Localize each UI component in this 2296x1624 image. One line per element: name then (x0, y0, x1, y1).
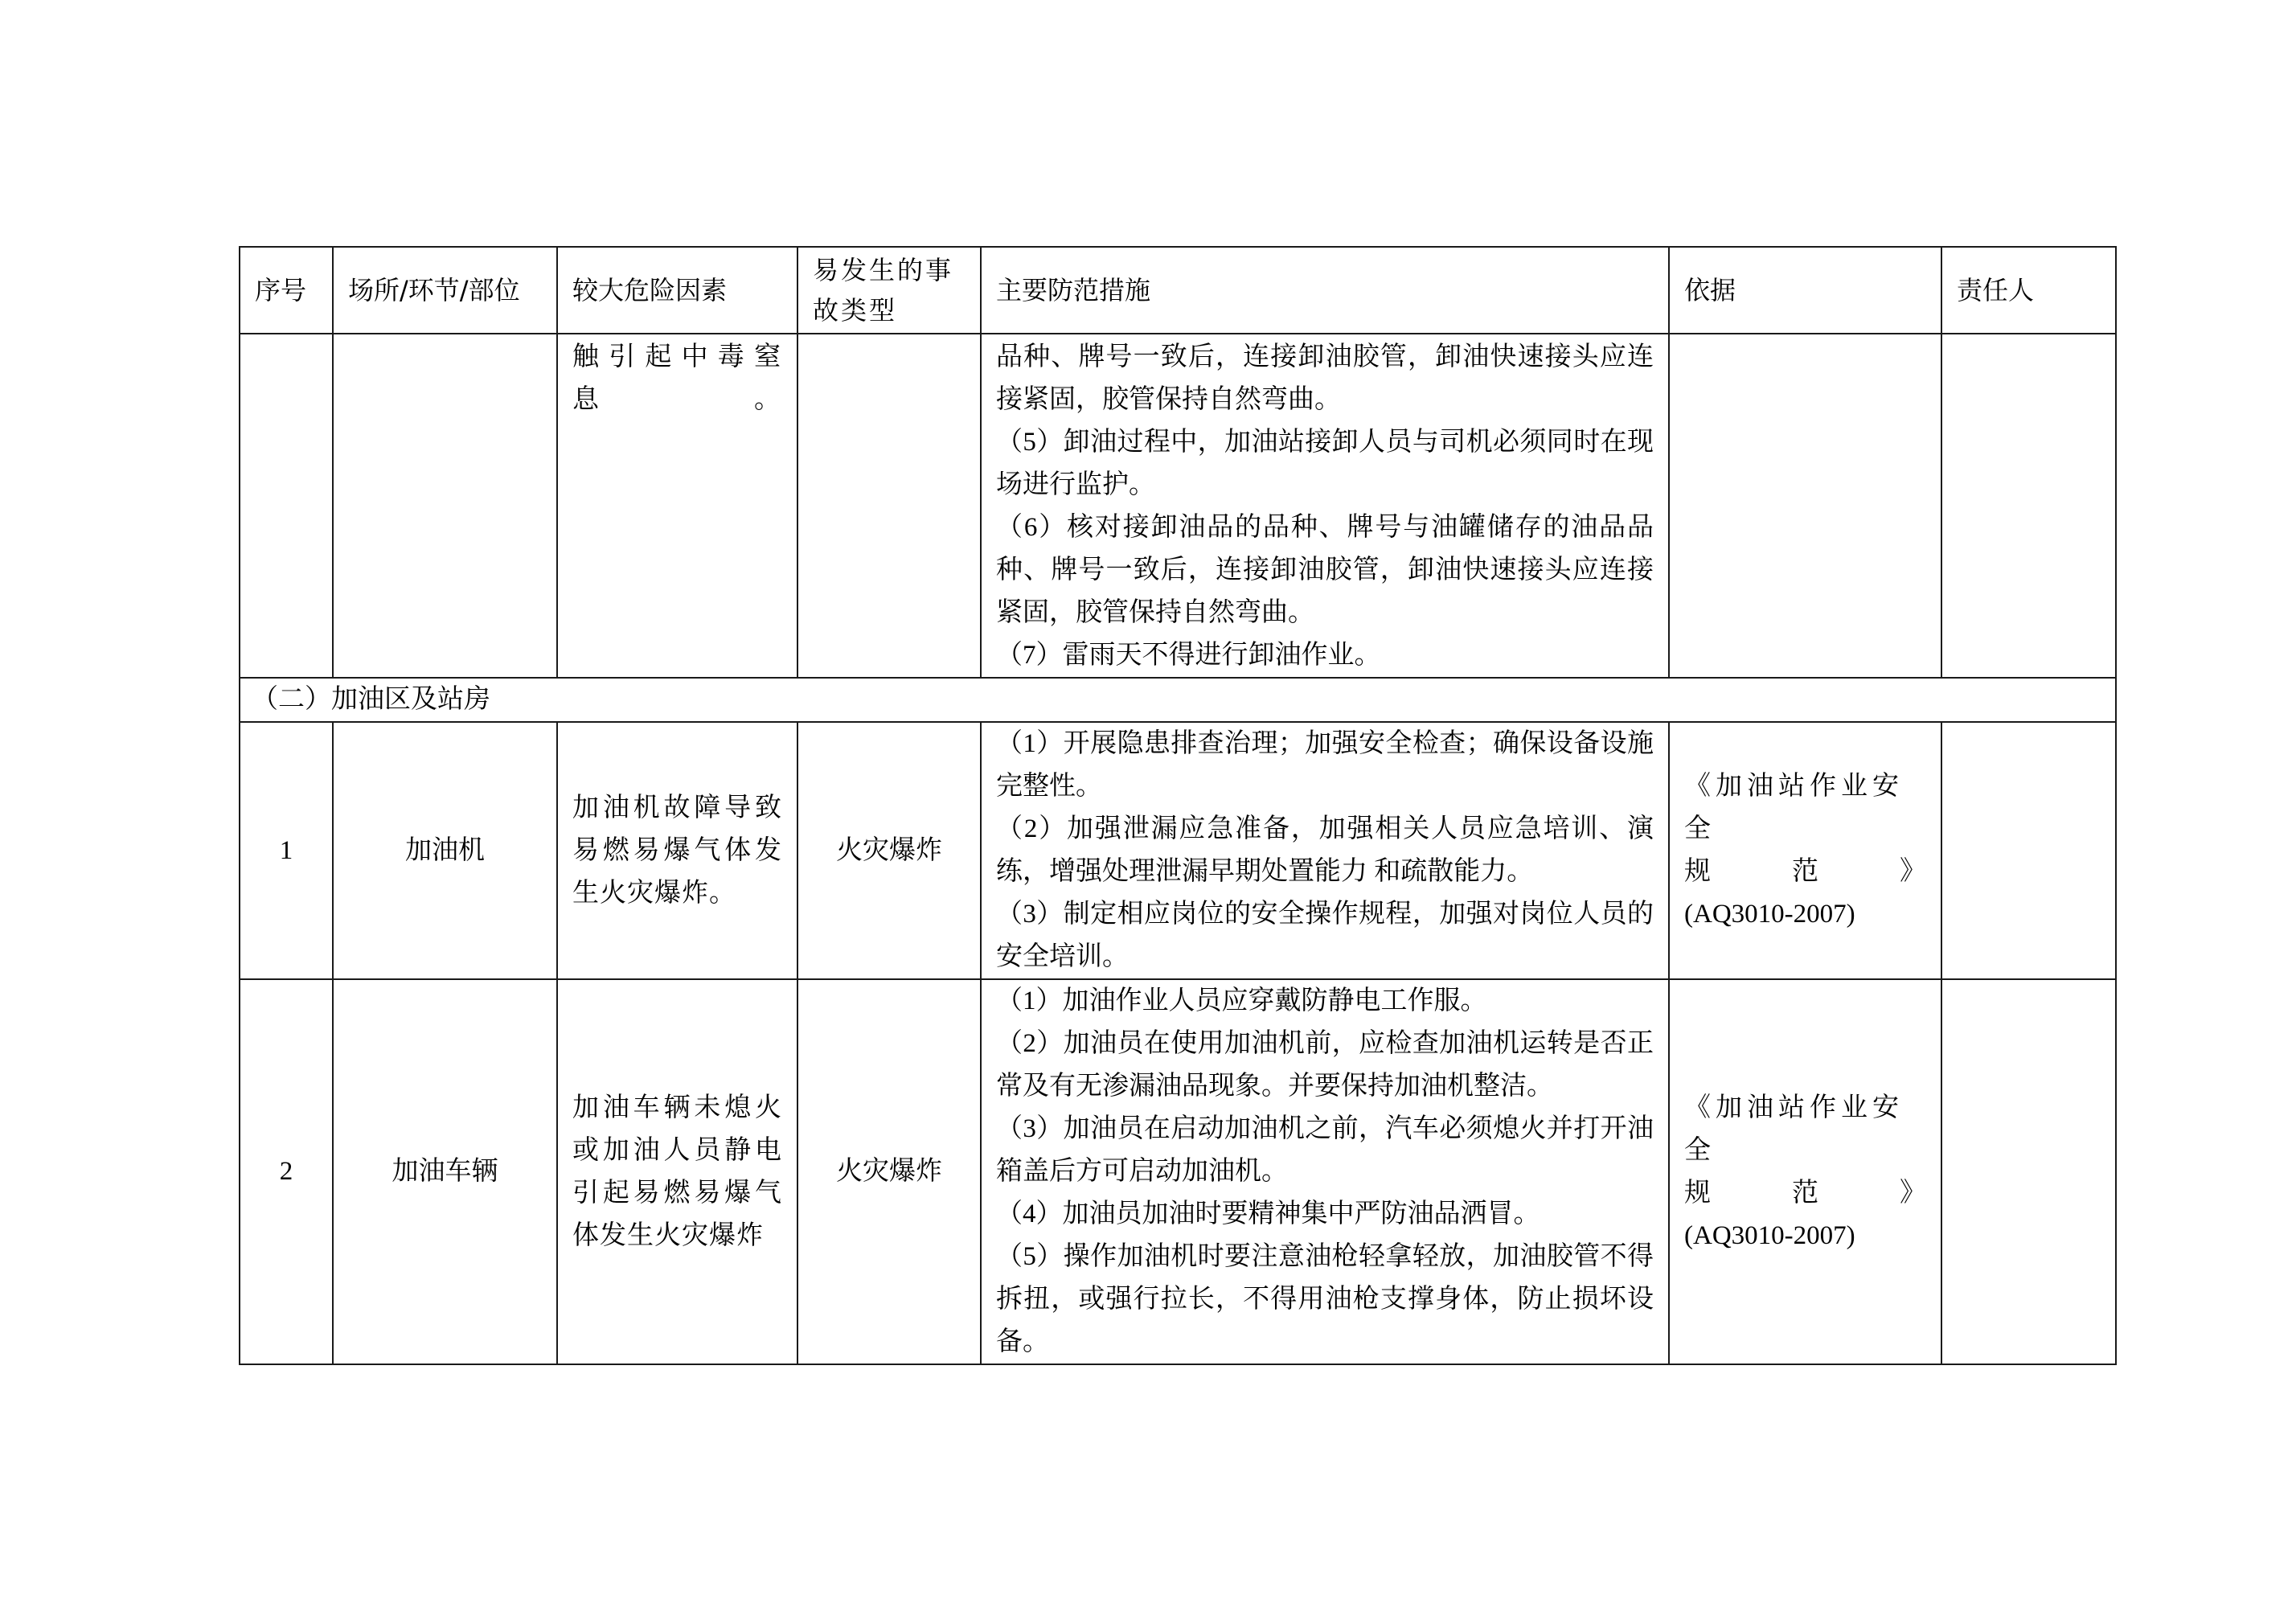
table-row (240, 722, 2116, 979)
cell-location (333, 334, 557, 678)
cell-no: 1 (240, 722, 333, 979)
cell-basis (1669, 979, 1941, 1364)
cell-measures (981, 334, 1669, 678)
hazard-control-table (239, 246, 2117, 1365)
cell-basis (1669, 334, 1941, 678)
cell-hazard (557, 334, 797, 678)
column-header-basis: 依据 (1669, 247, 1941, 334)
section-row (240, 678, 2116, 722)
cell-basis (1669, 722, 1941, 979)
measure-item: （2）加油员在使用加油机前，应检查加油机运转是否正常及有无渗漏油品现象。并要保持加油机整洁。 (996, 1029, 1654, 1101)
section-title: （二）加油区及站房 (240, 678, 2116, 722)
table-row (240, 979, 2116, 1364)
measure-item: （5）操作加油机时要注意油枪轻拿轻放，加油胶管不得拆扭，或强行拉长，不得用油枪支撑身体，防止损坏设备。 (996, 1242, 1654, 1356)
measure-item: （4）加油员加油时要精神集中严防油品洒冒。 (996, 1200, 1540, 1228)
cell-responsible (1941, 334, 2116, 678)
basis-title-line2: 规 范 》 (1684, 857, 1926, 886)
cell-measures (981, 979, 1669, 1364)
table-row-continued (240, 334, 2116, 678)
measure-item: （7）雷雨天不得进行卸油作业。 (996, 641, 1381, 670)
measure-item: （3）加油员在启动加油机之前，汽车必须熄火并打开油箱盖后方可启动加油机。 (996, 1114, 1654, 1186)
measure-item: （1）加油作业人员应穿戴防静电工作服。 (996, 986, 1487, 1015)
cell-measures (981, 722, 1669, 979)
measure-item: （6）核对接卸油品的品种、牌号与油罐储存的油品品种、牌号一致后，连接卸油胶管，卸油快速接头应连接紧固，胶管保持自然弯曲。 (996, 513, 1654, 627)
column-header-responsible: 责任人 (1941, 247, 2116, 334)
column-header-hazard: 较大危险因素 (557, 247, 797, 334)
cell-no: 2 (240, 979, 333, 1364)
basis-title-line1: 《加油站作业安全 (1684, 772, 1904, 843)
cell-location: 加油车辆 (333, 979, 557, 1364)
measure-item: （1）开展隐患排查治理；加强安全检查；确保设备设施完整性。 (996, 729, 1654, 801)
cell-hazard: 加油车辆未熄火或加油人员静电引起易燃易爆气体发生火灾爆炸 (557, 979, 797, 1364)
column-header-location: 场所/环节/部位 (333, 247, 557, 334)
table-header-row (240, 247, 2116, 334)
measure-item: （2）加强泄漏应急准备，加强相关人员应急培训、演练，增强处理泄漏早期处置能力 和疏散能力。 (996, 814, 1654, 886)
column-header-no: 序号 (240, 247, 333, 334)
cell-no (240, 334, 333, 678)
measure-item: （5）卸油过程中，加油站接卸人员与司机必须同时在现场进行监护。 (996, 428, 1654, 499)
basis-title-line2: 规 范 》 (1684, 1178, 1926, 1208)
cell-responsible (1941, 722, 2116, 979)
cell-accident-type (797, 334, 981, 678)
cell-location: 加油机 (333, 722, 557, 979)
basis-code: (AQ3010-2007) (1684, 900, 1855, 929)
column-header-measures: 主要防范措施 (981, 247, 1669, 334)
cell-accident-type: 火灾爆炸 (797, 979, 981, 1364)
basis-title-line1: 《加油站作业安全 (1684, 1093, 1904, 1165)
column-header-accident-type: 易发生的事故类型 (797, 247, 981, 334)
hazard-text: 触引起中毒窒息。 (572, 342, 782, 414)
cell-hazard: 加油机故障导致易燃易爆气体发生火灾爆炸。 (557, 722, 797, 979)
measure-item: （3）制定相应岗位的安全操作规程，加强对岗位人员的安全培训。 (996, 900, 1654, 971)
measure-item: 品种、牌号一致后，连接卸油胶管，卸油快速接头应连接紧固，胶管保持自然弯曲。 (996, 342, 1654, 414)
basis-code: (AQ3010-2007) (1684, 1220, 1855, 1250)
cell-accident-type: 火灾爆炸 (797, 722, 981, 979)
cell-responsible (1941, 979, 2116, 1364)
